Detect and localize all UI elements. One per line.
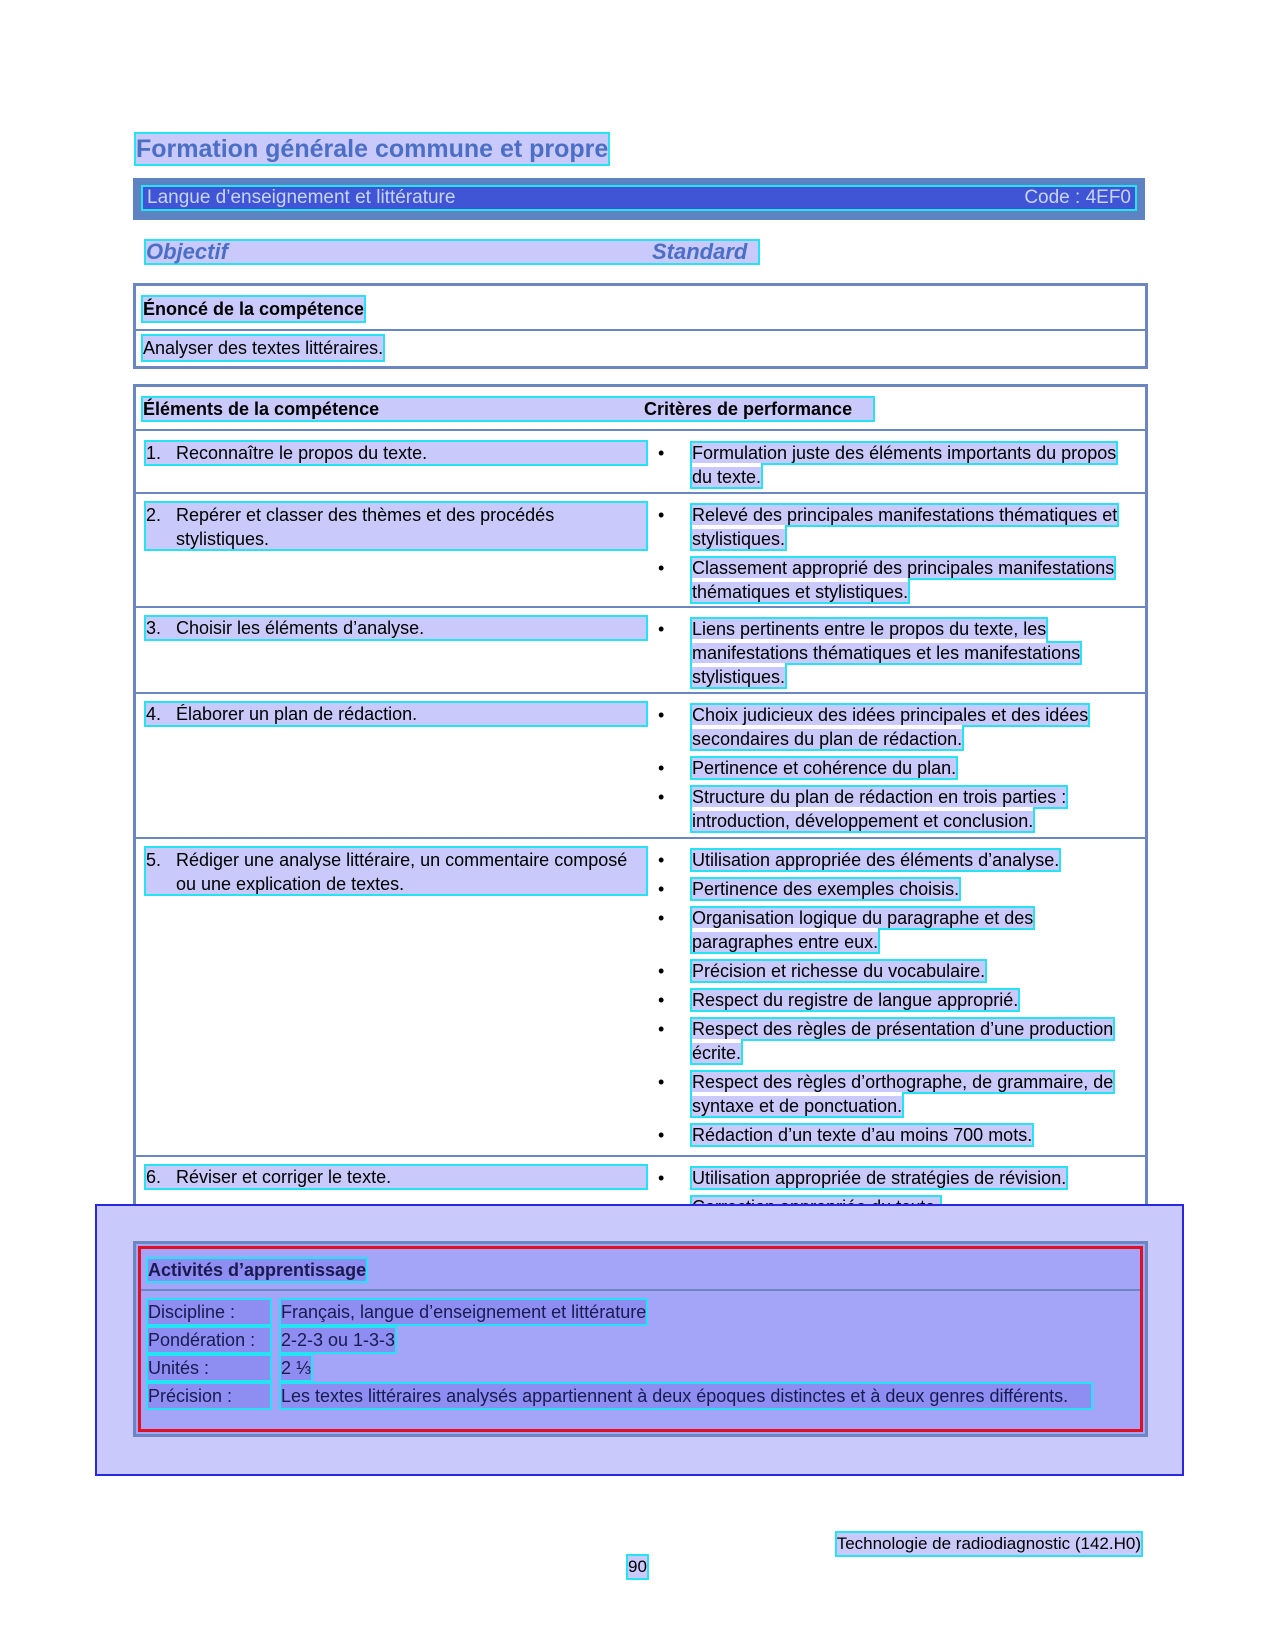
element-text: Rédiger une analyse littéraire, un commentaire composé ou une explication de textes. xyxy=(176,850,628,894)
criterion-text: Utilisation appropriée de stratégies de révision. xyxy=(692,1168,1067,1188)
element-cell xyxy=(146,503,646,549)
competence-heading: Énoncé de la compétence xyxy=(143,299,365,319)
criterion-text: Structure du plan de rédaction en trois parties : introduction, développement et conclusion. xyxy=(692,787,1067,831)
list-item xyxy=(652,441,1122,489)
activities-frame xyxy=(138,1246,1143,1432)
element-text: Élaborer un plan de rédaction. xyxy=(176,704,418,724)
criterion-text: Respect des règles de présentation d’une production écrite. xyxy=(692,1019,1114,1063)
activities-box xyxy=(133,1241,1148,1437)
elements-header-row xyxy=(136,387,1145,429)
criterion-text: Organisation logique du paragraphe et des paragraphes entre eux. xyxy=(692,908,1034,952)
bullet-icon: • xyxy=(658,705,665,725)
bullet-icon: • xyxy=(658,1125,665,1145)
table-row xyxy=(136,692,1145,837)
bullet-icon: • xyxy=(658,558,665,578)
criteria-heading: Critères de performance xyxy=(644,399,853,419)
criteria-list xyxy=(652,441,1122,494)
course-banner-bar xyxy=(143,187,1135,209)
list-item xyxy=(652,988,1122,1012)
competence-statement-row xyxy=(136,329,1145,364)
precision-label: Précision : xyxy=(148,1384,270,1408)
element-number: 5. xyxy=(146,850,162,870)
criteria-list xyxy=(652,503,1122,609)
element-number: 6. xyxy=(146,1167,162,1187)
criterion-text: Formulation juste des éléments importants du propos du texte. xyxy=(692,443,1117,487)
element-number: 2. xyxy=(146,505,162,525)
ponderation-value: 2-2-3 ou 1-3-3 xyxy=(281,1330,396,1350)
criterion-text: Respect des règles d’orthographe, de grammaire, de syntaxe et de ponctuation. xyxy=(692,1072,1114,1116)
bullet-icon: • xyxy=(658,1168,665,1188)
criterion-text: Pertinence des exemples choisis. xyxy=(692,879,960,899)
list-item xyxy=(652,785,1122,833)
list-item xyxy=(652,906,1122,954)
bullet-icon: • xyxy=(658,961,665,981)
criteria-list xyxy=(652,848,1122,1152)
bullet-icon: • xyxy=(658,990,665,1010)
bullet-icon: • xyxy=(658,787,665,807)
table-row xyxy=(136,837,1145,1155)
criterion-text: Respect du registre de langue approprié. xyxy=(692,990,1019,1010)
objective-standard-row xyxy=(146,241,758,263)
element-text: Repérer et classer des thèmes et des procédés stylistiques. xyxy=(176,505,555,549)
element-cell xyxy=(146,703,646,725)
table-row xyxy=(136,429,1145,492)
element-cell xyxy=(146,617,646,639)
unites-label: Unités : xyxy=(148,1356,270,1380)
bullet-icon: • xyxy=(658,505,665,525)
page-number: 90 xyxy=(628,1557,647,1576)
criteria-list xyxy=(652,617,1122,694)
competence-statement: Analyser des textes littéraires. xyxy=(143,338,384,358)
element-cell xyxy=(146,1166,646,1188)
activities-heading: Activités d’apprentissage xyxy=(148,1260,367,1280)
competence-heading-row xyxy=(136,286,1145,329)
discipline-label: Discipline : xyxy=(148,1300,270,1324)
list-item xyxy=(652,503,1122,551)
list-item xyxy=(652,959,1122,983)
competence-box xyxy=(133,283,1148,369)
element-number: 1. xyxy=(146,443,162,463)
bullet-icon: • xyxy=(658,443,665,463)
unites-value: 2 ⅓ xyxy=(281,1358,312,1378)
criterion-text: Classement approprié des principales manifestations thématiques et stylistiques. xyxy=(692,558,1115,602)
list-item xyxy=(652,703,1122,751)
element-cell xyxy=(146,848,646,894)
objectif-heading: Objectif xyxy=(146,239,228,264)
course-banner xyxy=(133,178,1145,220)
element-number: 4. xyxy=(146,704,162,724)
criterion-text: Pertinence et cohérence du plan. xyxy=(692,758,957,778)
bullet-icon: • xyxy=(658,758,665,778)
list-item xyxy=(652,848,1122,872)
activities-heading-row xyxy=(141,1249,1140,1291)
bullet-icon: • xyxy=(658,1019,665,1039)
element-cell xyxy=(146,442,646,464)
criterion-text: Précision et richesse du vocabulaire. xyxy=(692,961,986,981)
table-row xyxy=(136,492,1145,606)
list-item xyxy=(652,1017,1122,1065)
element-text: Reconnaître le propos du texte. xyxy=(176,443,428,463)
criteria-list xyxy=(652,703,1122,838)
precision-value: Les textes littéraires analysés appartiennent à deux époques distinctes et à deux genres différents. xyxy=(281,1384,1091,1408)
criterion-text: Rédaction d’un texte d’au moins 700 mots. xyxy=(692,1125,1033,1145)
discipline-value: Français, langue d’enseignement et littérature xyxy=(281,1302,647,1322)
bullet-icon: • xyxy=(658,1072,665,1092)
criterion-text: Utilisation appropriée des éléments d’analyse. xyxy=(692,850,1060,870)
criterion-text: Choix judicieux des idées principales et des idées secondaires du plan de rédaction. xyxy=(692,705,1089,749)
element-text: Choisir les éléments d’analyse. xyxy=(176,618,425,638)
list-item xyxy=(652,556,1122,604)
course-name: Langue d’enseignement et littérature xyxy=(147,187,456,208)
standard-heading: Standard xyxy=(652,239,748,264)
bullet-icon: • xyxy=(658,619,665,639)
bullet-icon: • xyxy=(658,879,665,899)
criterion-text: Relevé des principales manifestations thématiques et stylistiques. xyxy=(692,505,1118,549)
list-item xyxy=(652,617,1122,689)
list-item xyxy=(652,1166,1122,1190)
bullet-icon: • xyxy=(658,850,665,870)
ponderation-label: Pondération : xyxy=(148,1328,270,1352)
element-number: 3. xyxy=(146,618,162,638)
criterion-text: Liens pertinents entre le propos du texte, les manifestations thématiques et les manifestations stylistiques. xyxy=(692,619,1081,687)
list-item xyxy=(652,877,1122,901)
bullet-icon: • xyxy=(658,908,665,928)
elements-table xyxy=(133,384,1148,1231)
page-title: Formation générale commune et propre xyxy=(136,135,609,163)
elements-heading: Éléments de la compétence xyxy=(143,399,380,419)
table-row xyxy=(136,606,1145,692)
list-item xyxy=(652,1070,1122,1118)
element-text: Réviser et corriger le texte. xyxy=(176,1167,392,1187)
list-item xyxy=(652,756,1122,780)
list-item xyxy=(652,1123,1122,1147)
course-code: Code : 4EF0 xyxy=(1024,187,1131,208)
footer-program: Technologie de radiodiagnostic (142.H0) xyxy=(836,1534,1141,1553)
